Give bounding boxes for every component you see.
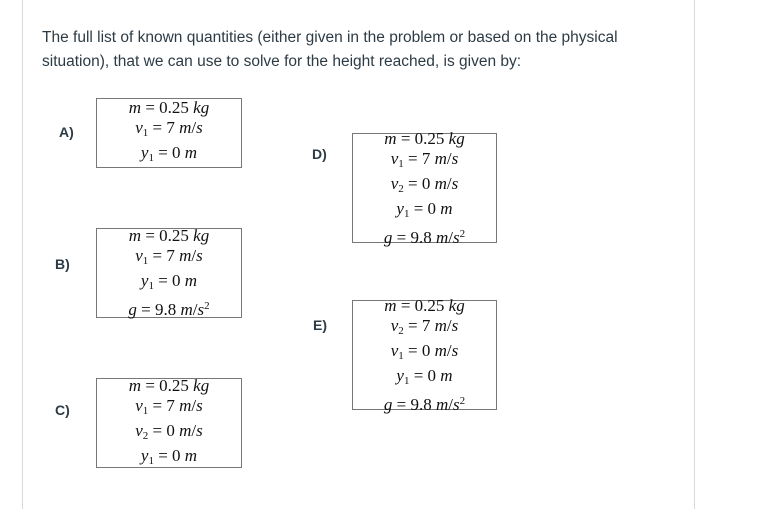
- option-a-label[interactable]: A): [59, 124, 74, 140]
- equation-line: $y_1 = 0$ m: [140, 445, 198, 467]
- equation-line: g = 9.8 $m/s^2$: [383, 227, 466, 247]
- equation-line: $y_1 = 0$ m: [396, 198, 453, 220]
- option-b-label[interactable]: B): [55, 256, 70, 272]
- equation-line: m = 0.25 kg: [128, 98, 210, 117]
- equation-line: m = 0.25 kg: [128, 226, 210, 245]
- equation-line: g = 9.8 $m/s^2$: [128, 300, 210, 319]
- option-d-box[interactable]: [352, 128, 497, 247]
- equation-line: $y_1 = 0$ m: [140, 143, 198, 164]
- option-a-box[interactable]: [96, 98, 242, 168]
- equation-line: $v_2 = 0$ m/s: [390, 173, 459, 195]
- equation-line: m = 0.25 kg: [128, 375, 210, 395]
- option-b-box[interactable]: [96, 228, 242, 318]
- option-d-label[interactable]: D): [312, 146, 327, 162]
- option-c-label[interactable]: C): [55, 402, 70, 418]
- equation-line: g = 9.8 $m/s^2$: [383, 394, 466, 414]
- equation-line: $v_1 = 7$ m/s: [135, 118, 203, 139]
- equation-line: $v_2 = 7$ m/s: [390, 315, 459, 337]
- equation-line: $v_2 = 0$ m/s: [135, 420, 203, 442]
- equation-line: $v_1 = 7$ m/s: [135, 395, 203, 417]
- equation-line: m = 0.25 kg: [384, 128, 465, 148]
- equation-line: $v_1 = 7$ m/s: [390, 148, 459, 170]
- equation-line: $v_1 = 0$ m/s: [390, 340, 459, 362]
- question-text: The full list of known quantities (either given in the problem or based on the physical situation), that we can use to solve for the height reached, is given by:: [42, 29, 618, 70]
- option-e-label[interactable]: E): [313, 317, 327, 333]
- option-c-box[interactable]: [96, 375, 242, 468]
- equation-line: $y_1 = 0$ m: [140, 271, 198, 292]
- equation-line: $y_1 = 0$ m: [396, 365, 453, 387]
- option-e-box[interactable]: [352, 295, 497, 414]
- equation-line: $v_1 = 7$ m/s: [135, 246, 203, 267]
- equation-line: m = 0.25 kg: [384, 295, 465, 315]
